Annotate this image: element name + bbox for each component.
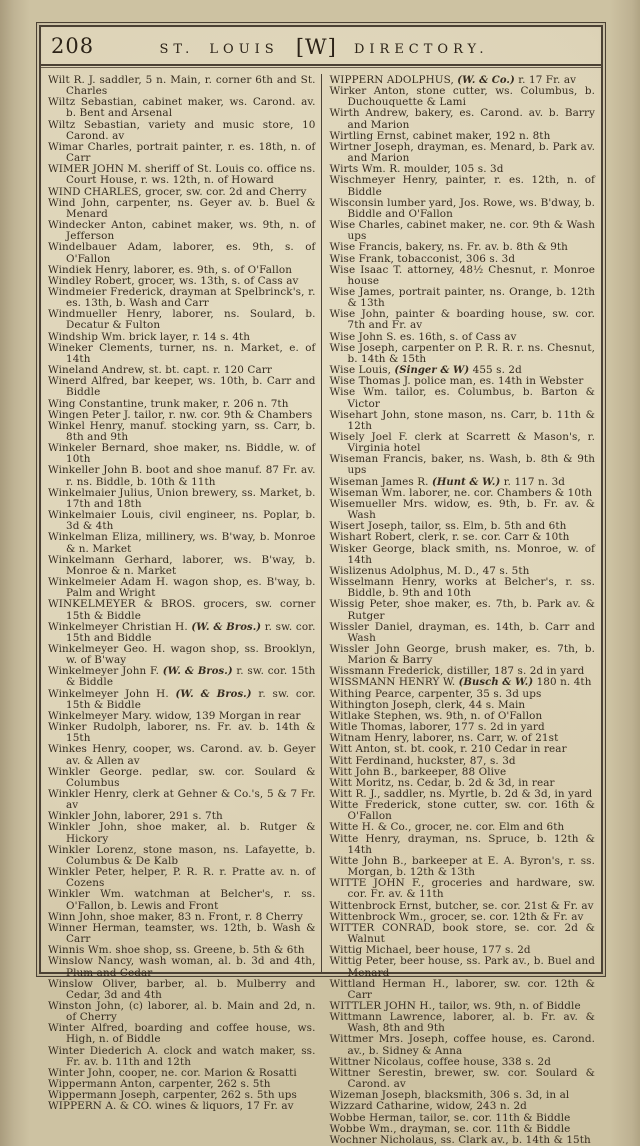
page-title	[121, 34, 587, 58]
page-title-right: DIRECTORY.	[353, 41, 489, 57]
directory-entry: Wiseman James R. (Hunt & W.) r. 117 n. 3d	[329, 475, 566, 488]
directory-entry: Wislizenus Adolphus, M. D., 47 s. 5th	[329, 564, 530, 577]
directory-entry: Winkler John, shoe maker, al. b. Rutger & Hickory	[48, 821, 316, 845]
directory-entry: Wise Wm. tailor, es. Columbus, b. Barton & Victor	[329, 386, 595, 410]
directory-entry: Wisselmann Henry, works at Belcher's, r. ss. Biddle, b. 9th and 10th	[329, 576, 595, 600]
directory-entry: Wobbe Herman, tailor, se. cor. 11th & Biddle	[329, 1111, 571, 1124]
header-rule	[41, 64, 601, 66]
directory-entry: Wizzard Catharine, widow, 243 n. 2d	[329, 1100, 527, 1113]
directory-entry: Wisert Joseph, tailor, ss. Elm, b. 5th and 6th	[329, 520, 567, 533]
page-title-bracket: [W]	[295, 34, 337, 59]
directory-entry: Wineland Andrew, st. bt. capt. r. 120 Carr	[48, 364, 272, 377]
directory-entry: Winkelmeyer Christian H. (W. & Bros.) r. sw. cor. 15th and Biddle	[48, 620, 316, 644]
directory-entry: Windship Wm. brick layer, r. 14 s. 4th	[48, 330, 251, 343]
directory-entry: Wittenbrock Wm., grocer, se. cor. 12th & Fr. av	[329, 910, 584, 923]
directory-entry: Wimar Charles, portrait painter, r. es. 18th, n. of Carr	[48, 140, 316, 165]
directory-entry: Windmueller Henry, laborer, ns. Soulard, b. Decatur & Fulton	[48, 308, 316, 332]
directory-entry: Witte H. & Co., grocer, ne. cor. Elm and 6th	[329, 821, 565, 834]
directory-entry: Wippermann Joseph, carpenter, 262 s. 5th ups	[48, 1089, 297, 1102]
directory-entry: Wittig Peter, beer house, ss. Park av., b. Buel and Menard	[329, 955, 595, 979]
directory-entry: Wissig Peter, shoe maker, es. 7th, b. Park av. & Rutger	[329, 598, 595, 622]
directory-entry: Winkes Henry, cooper, ws. Carond. av. b. Geyer av. & Allen av	[48, 743, 316, 767]
directory-entry: Wisely Joel F. clerk at Scarrett & Mason's, r. Virginia hotel	[329, 431, 595, 455]
directory-entry: WINKELMEYER & BROS. grocers, sw. corner 15th & Biddle	[48, 598, 316, 622]
directory-entry: Wischmeyer Henry, painter, r. es. 12th, n. of Biddle	[329, 174, 595, 198]
directory-entry: Wiltz Sebastian, variety and music store, 10 Carond. av	[48, 118, 316, 142]
directory-entry: WITTE JOHN F., groceries and hardware, sw. cor. Fr. av. & 11th	[329, 877, 595, 901]
directory-entry: Wittmer Mrs. Joseph, coffee house, es. Carond. av., b. Sidney & Anna	[329, 1033, 595, 1057]
directory-entry: Wisemueller Mrs. widow, es. 9th, b. Fr. av. & Wash	[329, 497, 595, 522]
directory-entry: Witt John B., barkeeper, 88 Olive	[329, 765, 507, 778]
directory-entry: Wiseman Wm. laborer, ne. cor. Chambers & 10th	[329, 486, 593, 499]
directory-entry: Wiltz Sebastian, cabinet maker, ws. Carond. av. b. Bent and Arsenal	[48, 96, 316, 120]
directory-entry: Winkelmann Gerhard, laborer, ws. B'way, b. Monroe & n. Market	[48, 553, 316, 577]
directory-entry: Witlake Stephen, ws. 9th, n. of O'Fallon	[329, 709, 543, 722]
directory-entry: Wisehart John, stone mason, ns. Carr, b. 11th & 12th	[329, 408, 595, 432]
directory-entry: Wishart Robert, clerk, r. se. cor. Carr & 10th	[329, 531, 570, 544]
directory-entry: Wochner Nicholaus, ss. Clark av., b. 14th & 15th	[329, 1133, 591, 1146]
directory-entry: Winter Diederich A. clock and watch maker, ss. Fr. av. b. 11th and 12th	[48, 1044, 316, 1068]
page-frame	[36, 22, 606, 1146]
directory-entry: Winner Herman, teamster, ws. 12th, b. Wash & Carr	[48, 921, 316, 946]
directory-entry: Wineker Clements, turner, ns. n. Market, e. of 14th	[48, 341, 316, 365]
directory-entry: Winkelmaier Louis, civil engineer, ns. Poplar, b. 3d & 4th	[48, 509, 316, 533]
directory-entry: Wirth Andrew, bakery, es. Carond. av. b. Barry and Marion	[329, 107, 595, 131]
directory-entry: Wirker Anton, stone cutter, ws. Columbus, b. Duchouquette & Lami	[329, 85, 595, 109]
directory-entry: Wiseman Francis, baker, ns. Wash, b. 8th & 9th ups	[329, 453, 595, 477]
directory-entry: Winslow Oliver, barber, al. b. Mulberry and Cedar, 3d and 4th	[48, 977, 316, 1001]
page-title-left: ST. LOUIS	[159, 41, 279, 57]
directory-entry: Wirtner Joseph, drayman, es. Menard, b. Park av. and Marion	[329, 140, 595, 165]
directory-entry: Winkeller John B. boot and shoe manuf. 87 Fr. av. r. ns. Biddle, b. 10th & 11th	[48, 464, 316, 488]
directory-entry: Wittenbrock Ernst, butcher, se. cor. 21st & Fr. av	[329, 899, 594, 912]
column-right	[322, 74, 602, 1146]
directory-entry: Windecker Anton, cabinet maker, ws. 9th, n. of Jefferson	[48, 219, 316, 243]
directory-entry: Winkelmeier Adam H. wagon shop, es. B'way, b. Palm and Wright	[48, 576, 316, 600]
directory-entry: Wirtling Ernst, cabinet maker, 192 n. 8th	[329, 129, 551, 142]
directory-entry: Wirts Wm. R. moulder, 105 s. 3d	[329, 163, 504, 176]
directory-entry: Windmeier Frederick, drayman at Spelbrinck's, r. es. 13th, b. Wash and Carr	[48, 285, 316, 310]
directory-entry: Wisker George, black smith, ns. Monroe, w. of 14th	[329, 542, 595, 566]
directory-entry: Windiek Henry, laborer, es. 9th, s. of O'Fallon	[48, 263, 293, 276]
directory-entry: Wise Joseph, carpenter on P. R. R. r. ns. Chesnut, b. 14th & 15th	[329, 341, 595, 365]
directory-entry: WISSMANN HENRY W. (Busch & W.) 180 n. 4th	[329, 676, 592, 689]
directory-entry: Winkler John, laborer, 291 s. 7th	[48, 810, 223, 823]
directory-entry: Wise John S. es. 16th, s. of Cass av	[329, 330, 517, 343]
directory-entry: Winkelmeyer Mary. widow, 139 Morgan in rear	[48, 709, 301, 722]
directory-entry: WIND CHARLES, grocer, sw. cor. 2d and Cherry	[48, 185, 307, 198]
directory-entry: Witte Henry, drayman, ns. Spruce, b. 12th & 14th	[329, 832, 595, 856]
directory-entry: Witt Moritz, ns. Cedar, b. 2d & 3d, in rear	[329, 776, 555, 789]
directory-entry: WITTLER JOHN H., tailor, ws. 9th, n. of Biddle	[329, 999, 581, 1012]
directory-entry: Winkler Wm. watchman at Belcher's, r. ss. O'Fallon, b. Lewis and Front	[48, 888, 316, 912]
directory-entry: Winn John, shoe maker, 83 n. Front, r. 8 Cherry	[48, 910, 303, 923]
directory-columns	[41, 69, 601, 1146]
directory-entry: Witle Thomas, laborer, 177 s. 2d in yard	[329, 721, 545, 734]
directory-entry: Wise Louis, (Singer & W) 455 s. 2d	[329, 364, 522, 377]
directory-entry: Winkler Henry, clerk at Gehner & Co.'s, 5 & 7 Fr. av	[48, 788, 316, 812]
directory-entry: Winkelmeyer John F. (W. & Bros.) r. sw. cor. 15th & Biddle	[48, 665, 316, 689]
directory-entry: Wissmann Frederick, distiller, 187 s. 2d in yard	[329, 665, 585, 678]
page-inner	[39, 25, 603, 1146]
directory-entry: Wippermann Anton, carpenter, 262 s. 5th	[48, 1078, 271, 1091]
directory-entry: Wise Thomas J. police man, es. 14th in Webster	[329, 375, 584, 388]
directory-entry: Wise James, portrait painter, ns. Orange, b. 12th & 13th	[329, 285, 595, 310]
directory-entry: Winkler George. pedlar, sw. cor. Soulard & Columbus	[48, 765, 316, 789]
directory-entry: Witt Anton, st. bt. cook, r. 210 Cedar in rear	[329, 743, 567, 756]
directory-entry: Wissler John George, brush maker, es. 7th, b. Marion & Barry	[329, 642, 595, 667]
directory-entry: Winkelmeyer Geo. H. wagon shop, ss. Brooklyn, w. of B'way	[48, 642, 316, 667]
directory-entry: Wittig Michael, beer house, 177 s. 2d	[329, 944, 531, 957]
directory-entry: Wittner Nicolaus, coffee house, 338 s. 2d	[329, 1055, 551, 1068]
header-rule-thin	[41, 67, 601, 68]
directory-entry: Wittmann Lawrence, laborer, al. b. Fr. av. & Wash, 8th and 9th	[329, 1011, 595, 1035]
directory-entry: Wilt R. J. saddler, 5 n. Main, r. corner 6th and St. Charles	[48, 74, 316, 98]
directory-entry: Winston John, (c) laborer, al. b. Main and 2d, n. of Cherry	[48, 999, 316, 1024]
directory-entry: Wise Isaac T. attorney, 48½ Chesnut, r. Monroe house	[329, 263, 595, 287]
directory-entry: Wobbe Wm., drayman, se. cor. 11th & Biddle	[329, 1122, 571, 1135]
directory-entry: Wissler Daniel, drayman, es. 14th, b. Carr and Wash	[329, 620, 595, 644]
directory-entry: Winter Alfred, boarding and coffee house, ws. High, n. of Biddle	[48, 1022, 316, 1046]
directory-entry: Wittner Serestin, brewer, sw. cor. Soulard & Carond. av	[329, 1066, 595, 1091]
directory-entry: Winslow Nancy, wash woman, al. b. 3d and 4th, Plum and Cedar	[48, 955, 316, 979]
directory-entry: Wise Charles, cabinet maker, ne. cor. 9th & Wash ups	[329, 219, 595, 243]
directory-entry: WITTER CONRAD, book store, se. cor. 2d & Walnut	[329, 921, 595, 946]
directory-entry: Winkeler Bernard, shoe maker, ns. Biddle, w. of 10th	[48, 442, 316, 466]
directory-entry: Wise Frank, tobacconist, 306 s. 3d	[329, 252, 516, 265]
directory-entry: Witt Ferdinand, huckster, 87, s. 3d	[329, 754, 516, 767]
directory-entry: Witnam Henry, laborer, ns. Carr, w. of 21st	[329, 732, 559, 745]
directory-entry: WIMER JOHN M. sheriff of St. Louis co. office ns. Court House, r. ws. 12th, n. of Howard	[48, 163, 316, 187]
directory-entry: WIPPERN A. & CO. wines & liquors, 17 Fr. av	[48, 1100, 294, 1113]
directory-entry: Winnis Wm. shoe shop, ss. Greene, b. 5th & 6th	[48, 944, 305, 957]
directory-entry: Winkelmaier Julius, Union brewery, ss. Market, b. 17th and 18th	[48, 486, 316, 510]
directory-entry: Winter John, cooper, ne. cor. Marion & Rosatti	[48, 1066, 297, 1079]
directory-entry: Wisconsin lumber yard, Jos. Rowe, ws. B'dway, b. Biddle and O'Fallon	[329, 196, 595, 220]
directory-entry: Wing Constantine, trunk maker, r. 206 n. 7th	[48, 397, 289, 410]
directory-entry: Withington Joseph, clerk, 44 s. Main	[329, 698, 526, 711]
page-number: 208	[51, 33, 95, 58]
directory-entry: Wittland Herman H., laborer, sw. cor. 12th & Carr	[329, 977, 595, 1001]
directory-entry: Winkel Henry, manuf. stocking yarn, ss. Carr, b. 8th and 9th	[48, 419, 316, 443]
directory-entry: Witt R. J., saddler, ns. Myrtle, b. 2d & 3d, in yard	[329, 788, 593, 800]
column-left	[41, 74, 321, 1113]
directory-entry: Winkler Lorenz, stone mason, ns. Lafayette, b. Columbus & De Kalb	[48, 843, 316, 867]
directory-entry: Winkelman Eliza, millinery, ws. B'way, b. Monroe & n. Market	[48, 531, 316, 555]
directory-entry: Wise Francis, bakery, ns. Fr. av. b. 8th & 9th	[329, 241, 568, 254]
directory-entry: Wind John, carpenter, ns. Geyer av. b. Buel & Menard	[48, 196, 316, 220]
directory-entry: Winkelmeyer John H. (W. & Bros.) r. sw. cor. 15th & Biddle	[48, 687, 316, 711]
directory-entry: Windelbauer Adam, laborer, es. 9th, s. of O'Fallon	[48, 241, 316, 265]
directory-entry: WIPPERN ADOLPHUS, (W. & Co.) r. 17 Fr. av	[329, 74, 577, 86]
directory-entry: Winerd Alfred, bar keeper, ws. 10th, b. Carr and Biddle	[48, 375, 316, 399]
directory-entry: Wizeman Joseph, blacksmith, 306 s. 3d, in al	[329, 1089, 570, 1102]
page-header	[41, 27, 601, 64]
directory-entry: Wise John, painter & boarding house, sw. cor. 7th and Fr. av	[329, 308, 595, 332]
directory-entry: Witte Frederick, stone cutter, sw. cor. 16th & O'Fallon	[329, 799, 595, 823]
directory-entry: Witte John B., barkeeper at E. A. Byron's, r. ss. Morgan, b. 12th & 13th	[329, 854, 595, 879]
directory-entry: Windley Robert, grocer, ws. 13th, s. of Cass av	[48, 274, 299, 287]
directory-entry: Winker Rudolph, laborer, ns. Fr. av. b. 14th & 15th	[48, 721, 316, 745]
directory-entry: Winkler Peter, helper, P. R. R. r. Pratte av. n. of Cozens	[48, 866, 316, 890]
directory-entry: Withing Pearce, carpenter, 35 s. 3d ups	[329, 687, 542, 700]
directory-entry: Wingen Peter J. tailor, r. nw. cor. 9th & Chambers	[48, 408, 313, 421]
